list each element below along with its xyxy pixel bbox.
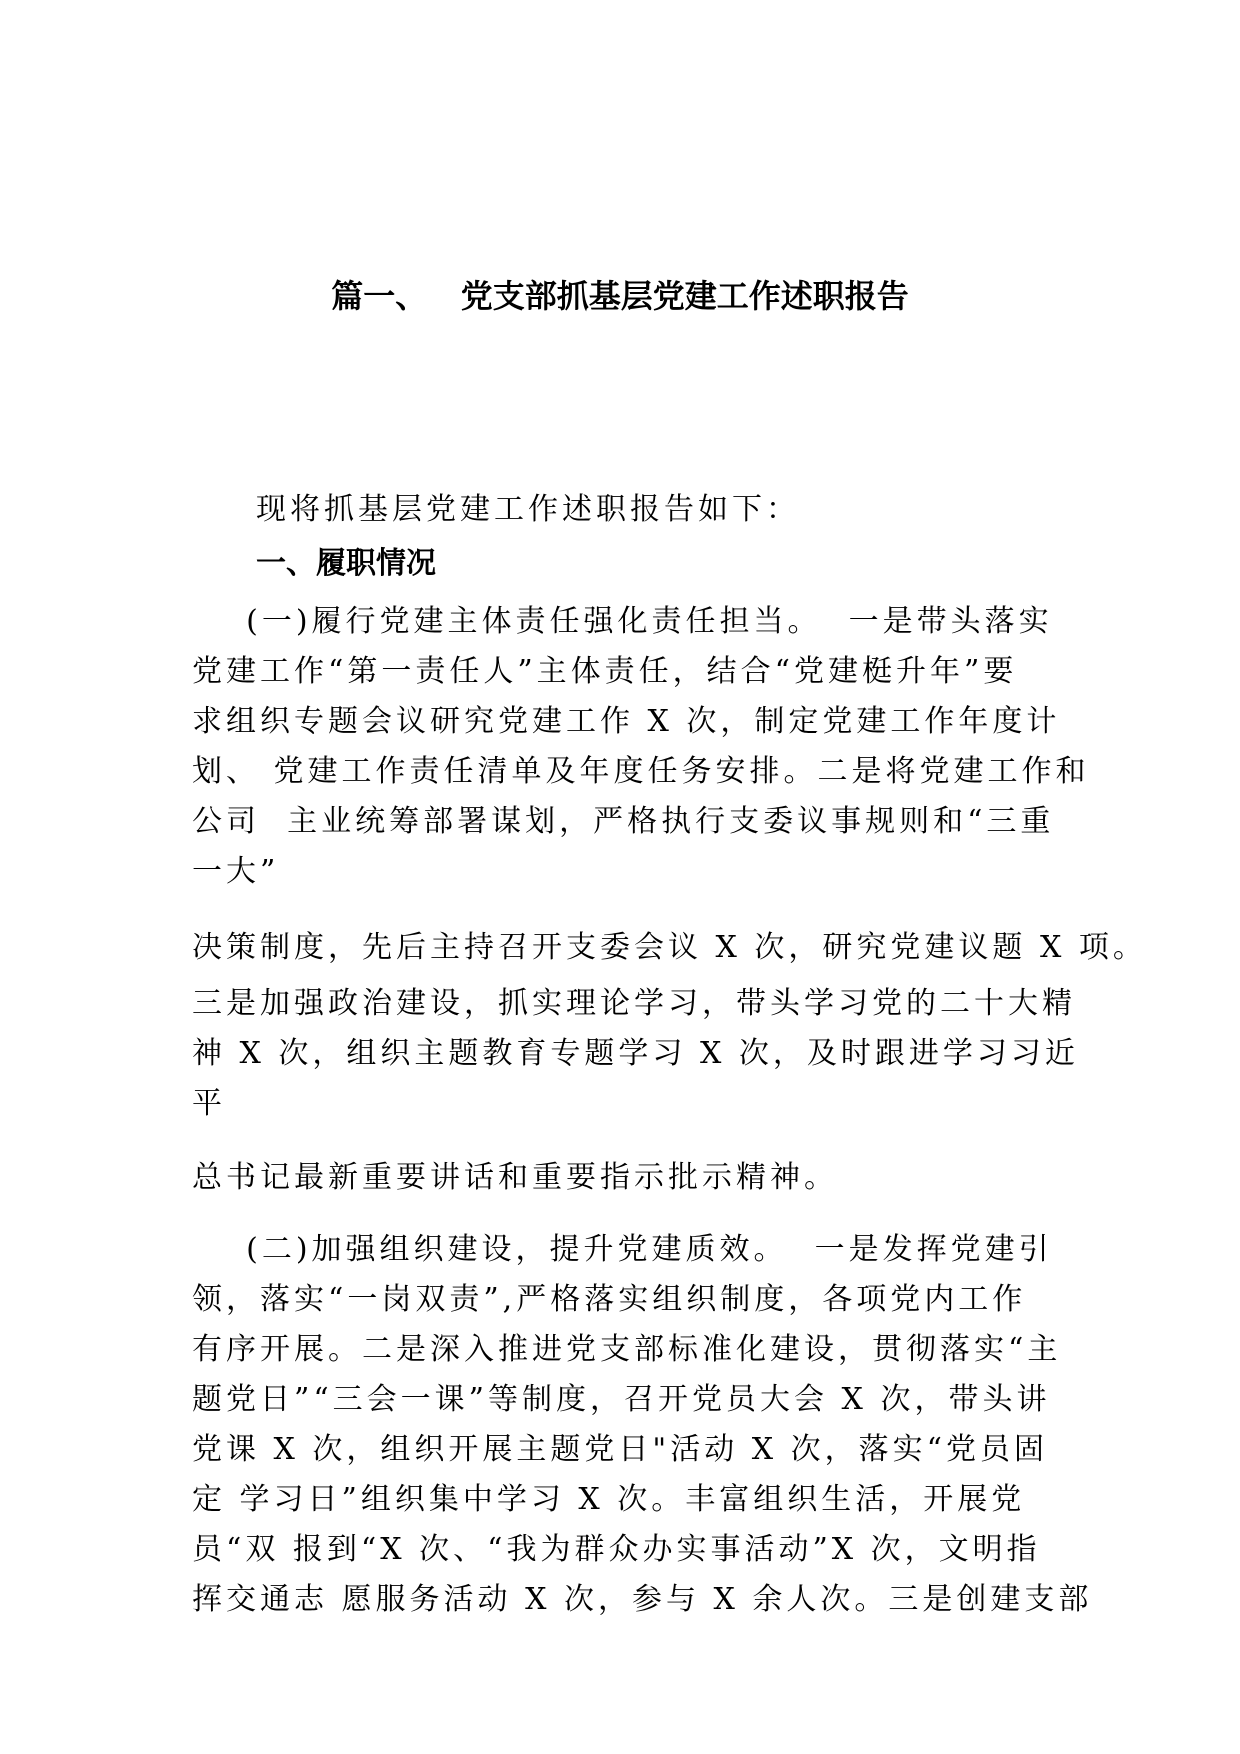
body-line: 总书记最新重要讲话和重要指示批示精神。	[192, 1160, 838, 1195]
body-line: 决策制度，先后主持召开支委会议 X 次，研究党建议题 X 项。	[192, 930, 1147, 965]
body-line: 求组织专题会议研究党建工作 X 次，制定党建工作年度计	[192, 704, 1061, 739]
body-line: 三是加强政治建设，抓实理论学习，带头学习党的二十大精	[192, 986, 1076, 1021]
body-line: (二)加强组织建设，提升党建质效。 一是发挥党建引	[192, 1232, 1053, 1267]
body-line: 有序开展。二是深入推进党支部标准化建设，贯彻落实“主	[192, 1332, 1062, 1367]
body-line: 领，落实“一岗双责”,严格落实组织制度，各项党内工作	[192, 1282, 1027, 1317]
body-line: 划、 党建工作责任清单及年度任务安排。二是将党建工作和	[192, 754, 1090, 789]
body-line: 公司 主业统筹部署谋划，严格执行支委议事规则和“三重	[192, 804, 1055, 839]
document-title: 篇一、 党支部抓基层党建工作述职报告	[331, 277, 909, 315]
body-line: 平	[192, 1086, 226, 1121]
body-line: 神 X 次，组织主题教育专题学习 X 次，及时跟进学习习近	[192, 1036, 1079, 1071]
body-line: 一大”	[192, 854, 280, 889]
section-heading: 一、履职情况	[256, 546, 436, 581]
intro-paragraph: 现将抓基层党建工作述职报告如下：	[256, 492, 800, 527]
body-line: 定 学习日”组织集中学习 X 次。丰富组织生活，开展党	[192, 1482, 1026, 1517]
body-line: (一)履行党建主体责任强化责任担当。 一是带头落实	[192, 604, 1053, 639]
body-line: 员“双 报到“X 次、“我为群众办实事活动”X 次，文明指	[192, 1532, 1041, 1567]
body-line: 题党日”“三会一课”等制度，召开党员大会 X 次，带头讲	[192, 1382, 1051, 1417]
body-line: 党课 X 次，组织开展主题党日"活动 X 次，落实“党员固	[192, 1432, 1048, 1467]
body-line: 党建工作“第一责任人”主体责任，结合“党建梃升年”要	[192, 654, 1018, 689]
body-line: 挥交通志 愿服务活动 X 次，参与 X 余人次。三是创建支部	[192, 1582, 1093, 1617]
